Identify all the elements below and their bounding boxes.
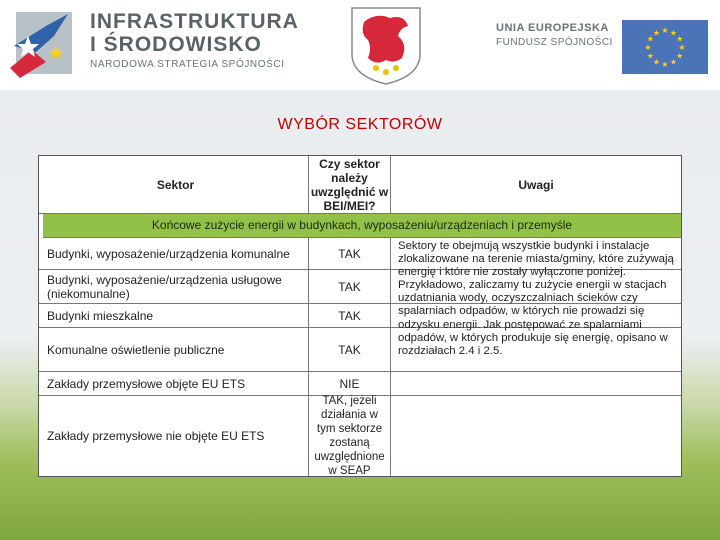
infrastruktura-logo xyxy=(6,6,299,86)
row-include: TAK, jeżeli działania w tym sektorze zostaną uwzględnione w SEAP xyxy=(309,396,391,476)
eu-star-icon: ★ xyxy=(646,34,654,44)
eu-star-icon: ★ xyxy=(652,28,661,38)
row-sector: Budynki, wyposażenie/urządzenia komunalne xyxy=(47,246,290,261)
row-include: TAK xyxy=(309,238,391,269)
sector-table xyxy=(38,155,682,477)
row-sector: Zakłady przemysłowe nie objęte EU ETS xyxy=(47,429,265,443)
eu-star-icon: ★ xyxy=(669,28,678,38)
eu-star-icon: ★ xyxy=(661,26,669,35)
slide-title: WYBÓR SEKTORÓW xyxy=(277,116,443,133)
eu-star-icon: ★ xyxy=(678,43,686,52)
row-include: TAK xyxy=(309,304,391,327)
row-include: NIE xyxy=(309,372,391,395)
remarks-cell xyxy=(395,238,681,372)
header-banner xyxy=(0,0,720,90)
row-sector: Budynki mieszkalne xyxy=(47,308,154,323)
table-row xyxy=(39,372,681,396)
header-include: Czy sektor należy uwzględnić w BEI/MEI? xyxy=(309,156,391,213)
remarks-text: Sektory te obejmują wszystkie budynki i instalacje zlokalizowane na terenie miasta/gminy, które zużywają energię i które nie zostały wyłączone poniżej. Przykładowo, zaliczamy tu zużycie energii w stacjach uzdatniania wody, oczyszczalniach ścieków czy spalarniach odpadów, w których nie prowadzi się odzysku energii. Jak postępować ze spalarniami odpadów, w których produkuje się energię, opisano w rozdziałach 2.4 i 2.5. xyxy=(398,240,674,357)
eu-star-icon: ★ xyxy=(646,51,654,61)
table-header-row xyxy=(39,156,681,214)
eu-line-2: FUNDUSZ SPÓJNOŚCI xyxy=(496,37,613,48)
row-include: TAK xyxy=(309,270,391,303)
eu-star-icon: ★ xyxy=(669,57,678,67)
nss-flag-icon xyxy=(6,6,78,80)
row-sector: Zakłady przemysłowe objęte EU ETS xyxy=(47,376,246,391)
brand-line-2: I ŚRODOWISKO xyxy=(90,33,262,56)
eu-flag-icon xyxy=(622,20,708,74)
griffin-crest-icon xyxy=(346,4,426,86)
eu-text xyxy=(496,22,613,48)
brand-line-3: NARODOWA STRATEGIA SPÓJNOŚCI xyxy=(90,59,285,70)
eu-star-icon: ★ xyxy=(644,43,652,52)
eu-star-icon: ★ xyxy=(676,51,684,61)
eu-line-1: UNIA EUROPEJSKA xyxy=(496,22,609,34)
row-include: TAK xyxy=(309,328,391,371)
table-row xyxy=(39,396,681,476)
row-sector: Budynki, wyposażenie/urządzenia usługowe (niekomunalne) xyxy=(47,272,282,301)
eu-star-icon: ★ xyxy=(661,60,669,69)
eu-star-icon: ★ xyxy=(676,34,684,44)
eu-star-icon: ★ xyxy=(652,57,661,67)
header-remarks: Uwagi xyxy=(518,177,554,192)
header-sector: Sektor xyxy=(43,156,309,213)
brand-line-1: INFRASTRUKTURA xyxy=(90,10,299,33)
row-sector: Komunalne oświetlenie publiczne xyxy=(47,342,225,357)
section-label: Końcowe zużycie energii w budynkach, wyposażeniu/urządzeniach i przemyśle xyxy=(43,214,681,238)
